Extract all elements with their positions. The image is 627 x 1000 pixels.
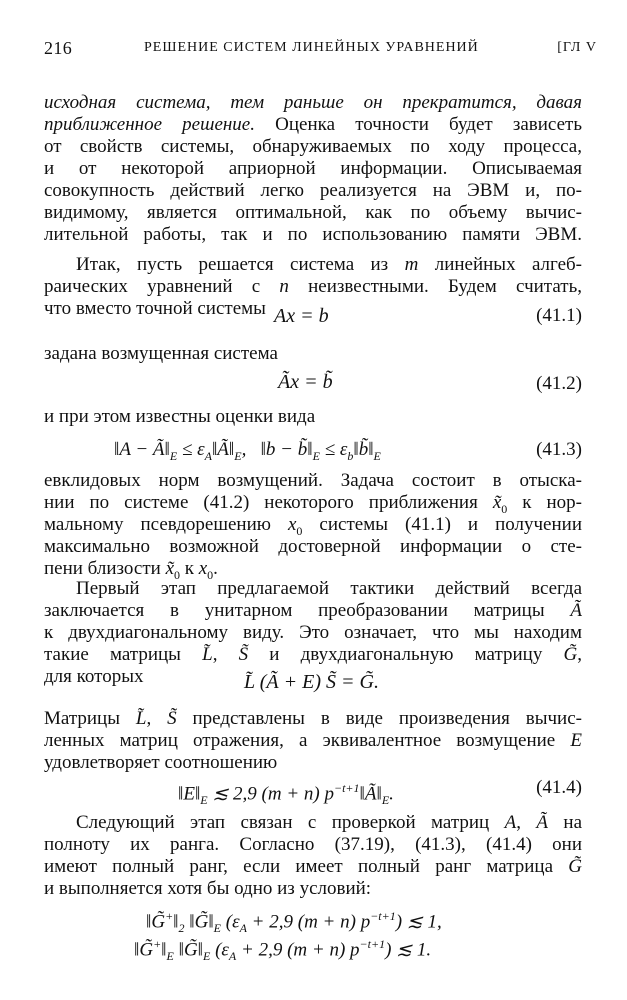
text-line: Следующий этап связан с проверкой матриц A, Ã на bbox=[76, 812, 582, 833]
text-line: такие матрицы L̃, S̃ и двухдиагональную матрицу G̃, bbox=[44, 644, 582, 665]
text-line: видимому, является оптимальной, как по объему вычис- bbox=[44, 202, 582, 223]
condition-1: $‖G̃^+‖_2$ $‖G̃‖_E$ ($\varepsilon_A + 2,9$ (m + n) $p^{-t+1}$) ≲ 1, bbox=[146, 909, 442, 936]
text-line: Итак, пусть решается система из m линейных алгеб- bbox=[76, 254, 583, 275]
equation-number: (41.4) bbox=[536, 777, 582, 798]
text-line: нии по системе (41.2) некоторого приближения $x̃_0$ к нор- bbox=[44, 492, 582, 516]
text-line: полноту их ранга. Согласно (37.19), (41.3), (41.4) они bbox=[44, 834, 582, 855]
equation-number: (41.2) bbox=[536, 373, 582, 394]
text-line: пени близости $x̃_0$ к $x_0$. bbox=[44, 558, 218, 582]
text-line: задана возмущенная система bbox=[44, 343, 278, 364]
text-line: евклидовых норм возмущений. Задача состоит в отыска- bbox=[44, 470, 582, 491]
text-line: к двухдиагональному виду. Это означает, что мы находим bbox=[44, 622, 582, 643]
text-line: раических уравнений с n неизвестными. Будем считать, bbox=[44, 276, 582, 297]
equation-41-3: ‖A − $Ã‖_E$ ≤ $\varepsilon_A‖Ã‖_E$, ‖b − $b̃‖_E$ ≤ $\varepsilon_b‖b̃‖_E$ bbox=[114, 439, 381, 463]
equation-number: (41.1) bbox=[536, 305, 582, 326]
equation-41-2: Ãx = b̃ bbox=[278, 371, 333, 393]
equation-number: (41.3) bbox=[536, 439, 582, 460]
text-line: приближенное решение. Оценка точности будет зависеть bbox=[44, 114, 582, 135]
equation-41-4: $‖E‖_E$ ≲ 2,9 (m + n) $p^{-t+1}‖Ã‖_E$. bbox=[178, 781, 394, 808]
text-line: для которых bbox=[44, 666, 144, 687]
text-line: Матрицы L̃, S̃ представлены в виде произведения вычис- bbox=[44, 708, 582, 729]
text-line: Первый этап предлагаемой тактики действий всегда bbox=[76, 578, 582, 599]
text-line: от свойств системы, обнаруживаемых по ходу процесса, bbox=[44, 136, 582, 157]
text-line: удовлетворяет соотношению bbox=[44, 752, 278, 773]
text-line: и при этом известны оценки вида bbox=[44, 406, 316, 427]
text-line: и от некоторой априорной информации. Описываемая bbox=[44, 158, 582, 179]
text-line: имеют полный ранг, если имеет полный ранг матрица G̃ bbox=[44, 856, 582, 877]
chapter-label: [ГЛ V bbox=[557, 40, 597, 55]
page-header bbox=[44, 38, 597, 62]
text-line: мальному псевдорешению $x_0$ системы (41.1) и получении bbox=[44, 514, 582, 538]
condition-2: $‖G̃^+‖_E$ $‖G̃‖_E$ ($\varepsilon_A + 2,9$ (m + n) $p^{-t+1}$) ≲ 1. bbox=[134, 937, 432, 964]
equation-lsg: L̃ (Ã + E) S̃ = G̃. bbox=[244, 671, 379, 693]
equation-41-1: Ax = b bbox=[274, 305, 329, 327]
running-title: РЕШЕНИЕ СИСТЕМ ЛИНЕЙНЫХ УРАВНЕНИЙ bbox=[144, 40, 479, 55]
text-line: исходная система, тем раньше он прекратится, давая bbox=[44, 92, 582, 113]
text-line: совокупность действий легко реализуется на ЭВМ и, по- bbox=[44, 180, 582, 201]
text-line: и выполняется хотя бы одно из условий: bbox=[44, 878, 372, 899]
text-line: ленных матриц отражения, а эквивалентное возмущение E bbox=[44, 730, 582, 751]
text-line: лительной работы, так и по использованию памяти ЭВМ. bbox=[44, 224, 582, 245]
page-number: 216 bbox=[44, 38, 73, 58]
text-line: заключается в унитарном преобразовании матрицы Ã bbox=[44, 600, 582, 621]
text-line: максимально возможной достоверной информации о сте- bbox=[44, 536, 582, 557]
text-line: что вместо точной системы bbox=[44, 298, 266, 319]
